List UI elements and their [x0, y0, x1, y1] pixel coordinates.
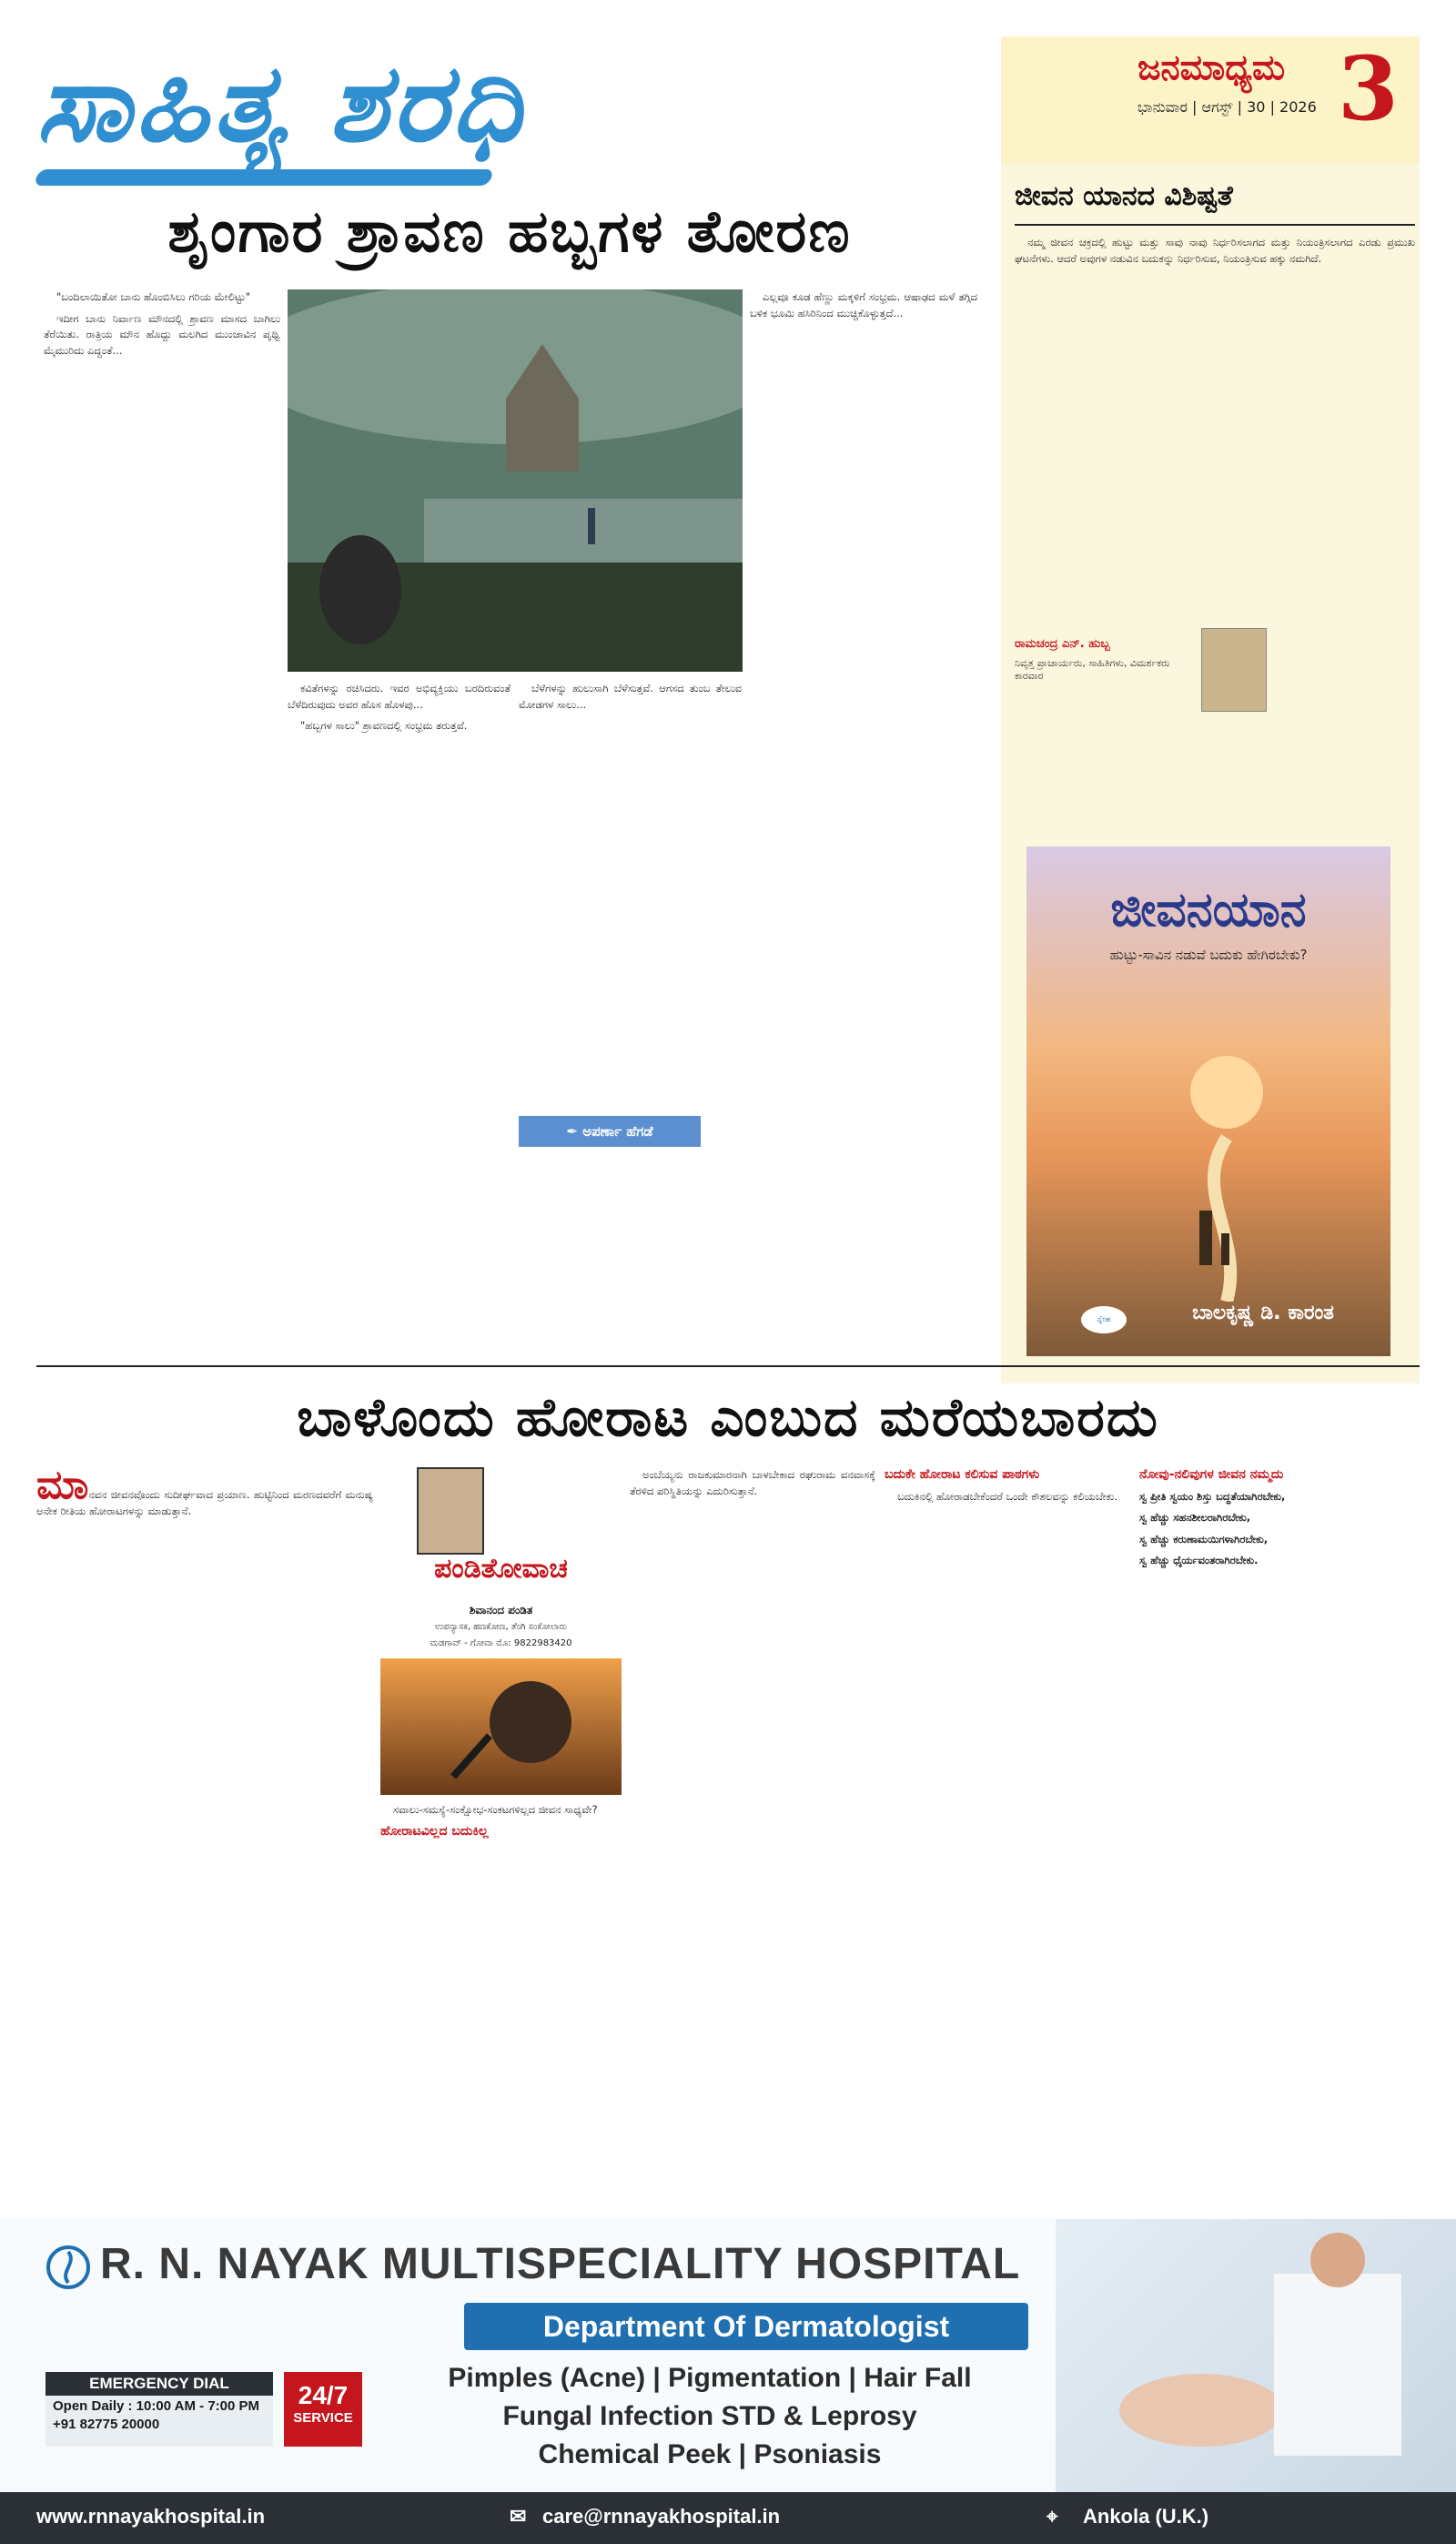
- sidebar-body: [1015, 235, 1415, 626]
- mail-icon: ✉: [510, 2505, 527, 2528]
- sidebar-title: ಜೀವನ ಯಾನದ ವಿಶಿಷ್ಟತೆ: [1015, 180, 1233, 212]
- publisher-badge: ಸ್ನೇಹ: [1081, 1306, 1127, 1333]
- col2-para: "ಹಬ್ಬಗಳ ಸಾಲು" ಶ್ರಾವಣದಲ್ಲಿ ಸಂಭ್ರಮ ತರುತ್ತವೆ.: [300, 719, 468, 733]
- sidebar-title-rule: [1015, 224, 1415, 226]
- hospital-website[interactable]: www.rnnayakhospital.in: [36, 2505, 266, 2528]
- dermatology-photo: [1056, 2219, 1456, 2492]
- paper-brand: ಜನಮಾಧ್ಯಮ: [1138, 47, 1286, 87]
- temple-illustration: [288, 289, 743, 672]
- col1-text: ನವನ ಜೀವನವೊಂದು ಸುದೀರ್ಘವಾದ ಪ್ರಯಾಣ. ಹುಟ್ಟಿನಿಂದ ಮರಣದವರೆಗೆ ಮನುಷ್ಯ ಅನೇಕ ರೀತಿಯ ಹೋರಾಟಗಳನ್ನು ಮಾಡುತ್ತಾನೆ.: [36, 1488, 373, 1517]
- main-article-col2: [288, 681, 511, 1345]
- book-author: ಬಾಲಕೃಷ್ಣ ಡಿ. ಕಾರಂತ: [1192, 1302, 1334, 1324]
- reviewer-photo: [1201, 628, 1267, 712]
- second-headline: ಬಾಳೊಂದು ಹೋರಾಟ ಎಂಬುದ ಮರೆಯಬಾರದು: [297, 1386, 1159, 1448]
- col4-para: ಎಲ್ಲವೂ ಕೂಡ ಹೆಣ್ಣು ಮಕ್ಕಳಿಗೆ ಸಂಭ್ರಮ. ಆಷಾಢದ ಮಳೆ ತಗ್ಗಿದ ಬಳಿಕ ಭೂಮಿ ಹಸಿರಿನಿಂದ ಮುಚ್ಚಿಕೊಳ್ಳುತ್ತದೆ...: [750, 290, 977, 319]
- second-article-col2: [380, 1802, 622, 2203]
- service-line: Pimples (Acne) | Pigmentation | Hair Fall: [448, 2363, 972, 2393]
- column-box-title: ಪಂಡಿತೋವಾಚ: [434, 1553, 568, 1585]
- columnist-role: ಉಪನ್ಯಾಸಕ, ಹಣಕೋಣ, ತೆಂಗಿ ಸಂಕೋಲಾರು: [434, 1622, 568, 1632]
- emergency-box: [46, 2372, 273, 2447]
- boulder-image: [380, 1658, 622, 1795]
- columnist-photo: [417, 1467, 484, 1555]
- col3-text: ಅಂಬೆಯ್ಯನು ರಾಜಕುಮಾರನಾಗಿ ಬಾಳಬೇಕಾದ ರಘುರಾಮ ವನವಾಸಕ್ಕೆ ತೆರಳಿದ ಪರಿಸ್ಥಿತಿಯನ್ನು ಎದುರಿಸುತ್ತಾನೆ.: [630, 1468, 875, 1497]
- main-article-col1: [44, 289, 280, 1345]
- temple-photo: [288, 289, 743, 672]
- book-cover: [1026, 846, 1390, 1356]
- col3-para: ಬೆಳೆಗಳನ್ನು ಹುಲುಸಾಗಿ ಬೆಳೆಸುತ್ತವೆ. ಆಗಸದ ತುಂಬ ತೇಲುವ ಮೋಡಗಳ ಸಾಲು...: [519, 682, 742, 711]
- col5-bullet: ಸ್ವ ಹೆಚ್ಚು ಧೈರ್ಯವಂತರಾಗಿರಬೇಕು.: [1139, 1554, 1259, 1567]
- ad-footer: [0, 2492, 1456, 2544]
- struggle-illustration: [380, 1658, 622, 1795]
- reviewer-role: ನಿವೃತ್ತ ಪ್ರಾಚಾರ್ಯರು, ಸಾಹಿತಿಗಳು, ವಿಮರ್ಶಕರು ಕಾರವಾರ: [1015, 657, 1170, 682]
- col2-subhead: ಹೋರಾಟವಿಲ್ಲದ ಬದುಕಿಲ್ಲ: [380, 1823, 489, 1839]
- emergency-label: EMERGENCY DIAL: [46, 2372, 273, 2396]
- hospital-email[interactable]: care@rnnayakhospital.in: [542, 2505, 781, 2528]
- pen-icon: ✒: [566, 1123, 583, 1140]
- drop-cap: ಮಾ: [36, 1467, 89, 1508]
- hospital-location: Ankola (U.K.): [1083, 2505, 1209, 2528]
- col4-text: ಬದುಕಿನಲ್ಲಿ ಹೋರಾಡಬೇಕೆಂದರೆ ಒಂದೇ ಕೌಶಲವನ್ನು ಕಲಿಯಬೇಕು.: [897, 1489, 1117, 1503]
- hospital-hours: Open Daily : 10:00 AM - 7:00 PM: [53, 2398, 260, 2414]
- sidebar-para: ನಮ್ಮ ಜೀವನ ಚಕ್ರದಲ್ಲಿ ಹುಟ್ಟು ಮತ್ತು ಸಾವು ನಾವು ನಿರ್ಧರಿಸಲಾಗದ ಮತ್ತು ನಿಯಂತ್ರಿಸಲಾಗದ ಎರಡು ಪ್ರಮುಖ ಘಟನೆಗಳು. ಆದರೆ ಅವುಗಳ ನಡುವಿನ ಬದುಕನ್ನು ನಿರ್ಧರಿಸುವ, ನಿಯಂತ್ರಿಸುವ ಹಕ್ಕು ನಮಗಿದೆ.: [1015, 236, 1415, 265]
- second-article-col1: [36, 1467, 373, 2204]
- col5-bullet: ಸ್ವ ಪ್ರೀತಿ ಸ್ವಯಂ ಶಿಸ್ತು ಬದ್ಧತೆಯಾಗಿರಬೇಕು,: [1139, 1489, 1286, 1503]
- book-subtitle: ಹುಟ್ಟು-ಸಾವಿನ ನಡುವೆ ಬದುಕು ಹೇಗಿರಬೇಕು?: [1109, 947, 1308, 963]
- col5-bullet: ಸ್ವ ಹೆಚ್ಚು ಕರುಣಾಮಯಿಗಳಾಗಿರಬೇಕು,: [1139, 1532, 1269, 1546]
- columnist-phone: ಮಡಗಾವ್ - ಗೋವಾ ಮೊ: 9822983420: [430, 1638, 572, 1648]
- page-number: 3: [1338, 37, 1399, 140]
- author-tag: [519, 1116, 701, 1147]
- second-article-col4: [885, 1467, 1130, 2204]
- doctor-patient-image: [1056, 2219, 1456, 2492]
- col1-para: ಇದೀಗ ಬಾನು ನಿರ್ವಾಣ ಮೌನದಲ್ಲಿ ಶ್ರಾವಣ ಮಾಸದ ಬಾಗಿಲು ತೆರೆಯಿತು. ರಾತ್ರಿಯ ಮೌನ ಹೊದ್ದು ಮಲಗಿದ ಮುಂಜಾವಿನ ಪೃಥ್ವಿ ಮೈಮುರಿದು ಎದ್ದಂತೆ...: [44, 311, 280, 357]
- col5-bullet: ಸ್ವ ಹೆಚ್ಚು ಸಹನಶೀಲರಾಗಿರಬೇಕು,: [1139, 1511, 1251, 1525]
- masthead-title: ಸಾಹಿತ್ಯ ಶರಧಿ: [36, 39, 525, 166]
- badge-bottom: SERVICE: [293, 2410, 353, 2426]
- service-line: Chemical Peek | Psoniasis: [538, 2439, 882, 2469]
- issue-date: ಭಾನುವಾರ | ಆಗಸ್ಟ್ | 30 | 2026: [1138, 98, 1317, 116]
- hospital-logo-icon: [46, 2245, 91, 2290]
- main-article-col4: [750, 289, 977, 1345]
- reviewer-name: ರಾಮಚಂದ್ರ ಎನ್. ಹುಬ್ಬ: [1015, 637, 1110, 651]
- main-headline: ಶೃಂಗಾರ ಶ್ರಾವಣ ಹಬ್ಬಗಳ ತೋರಣ: [167, 198, 852, 266]
- col4-subhead: ಬದುಕೇ ಹೋರಾಟ ಕಲಿಸುವ ಪಾಠಗಳು: [885, 1467, 1040, 1482]
- col2-text: ಸವಾಲು-ಸಮಸ್ಯೆ-ಸಂಕ್ಷೋಭ-ಸಂಕಟಗಳಿಲ್ಲದ ಜೀವನ ಸಾಧ್ಯವೇ?: [393, 1803, 598, 1816]
- col2-para: ಕವಿತೆಗಳನ್ನು ರಚಿಸಿದರು. ಇವರ ಅಭಿವ್ಯಕ್ತಿಯು ಬರದಿರುವಂತೆ ಬೆಳೆದಿರುವುದು ಅವರ ಹೊಸ ಹೊಳಪು...: [288, 682, 511, 711]
- page-header: [1001, 36, 1420, 164]
- book-title: ಜೀವನಯಾನ: [1110, 883, 1307, 938]
- second-article-col3: [630, 1467, 875, 2204]
- author-name: ಅಪರ್ಣಾ ಹೆಗಡೆ: [582, 1123, 653, 1140]
- masthead-underline: [34, 169, 495, 186]
- hospital-name: R. N. NAYAK MULTISPECIALITY HOSPITAL: [100, 2240, 1021, 2288]
- second-article-col5: [1139, 1467, 1421, 2204]
- service-line: Fungal Infection STD & Leprosy: [502, 2401, 917, 2431]
- department-banner: Department Of Dermatologist: [464, 2303, 1028, 2350]
- col5-subhead: ನೋವು-ನಲಿವುಗಳ ಜೀವನ ನಮ್ಮದು: [1139, 1467, 1284, 1482]
- column-box: [380, 1467, 622, 1604]
- columnist-name: ಶಿವಾನಂದ ಪಂಡಿತ: [469, 1604, 533, 1617]
- badge-top: 24/7: [298, 2381, 349, 2409]
- location-pin-icon: ⌖: [1046, 2505, 1058, 2528]
- book-illustration: [1026, 1010, 1390, 1302]
- col1-para: "ಬಂದಿಲಾಯಿತೋ ಬಾನು ಹೊಂಬಿಸಿಲು ಗರಿಯ ಮೇಲಿಟ್ಟು": [56, 290, 250, 303]
- hospital-ad: [0, 2219, 1456, 2544]
- service-badge: [284, 2372, 362, 2447]
- section-divider: [36, 1365, 1420, 1367]
- hospital-phone: +91 82775 20000: [53, 2417, 160, 2432]
- main-article-col3: [519, 681, 742, 1109]
